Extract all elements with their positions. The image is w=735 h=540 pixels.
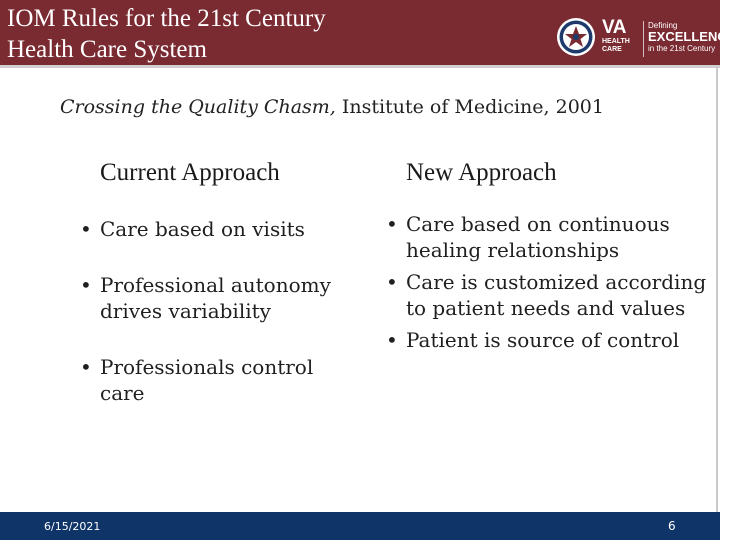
va-text: VA [602, 17, 626, 38]
current-item-2: • Professional autonomy drives variability [72, 272, 362, 324]
header-divider [0, 65, 720, 68]
current-item-3: • Professionals control care [72, 354, 362, 406]
va-seal-icon [556, 17, 596, 57]
new-approach-heading: New Approach [406, 159, 557, 186]
va-tagline [648, 21, 735, 53]
header-bar [0, 0, 735, 65]
va-care-text: CARE [602, 46, 622, 53]
tagline-century: in the 21st Century [648, 44, 716, 53]
va-health-care-text [602, 38, 630, 54]
slide-title [7, 3, 326, 65]
va-logo [556, 17, 735, 61]
current-approach-heading: Current Approach [100, 159, 280, 186]
new-approach-list [378, 211, 720, 359]
footer-bar [0, 512, 720, 540]
footer-date: 6/15/2021 [44, 520, 101, 533]
current-approach-list [72, 216, 362, 436]
logo-divider [643, 21, 644, 57]
right-border [716, 68, 718, 512]
subtitle-italic: Crossing the Quality Chasm, [60, 96, 336, 118]
title-line-1: IOM Rules for the 21st Century [7, 5, 326, 32]
new-item-2: • Care is customized according to patient needs and values [378, 269, 720, 321]
current-item-1: • Care based on visits [72, 216, 362, 242]
tagline-excellence: EXCELLENCE [648, 29, 735, 44]
subtitle-rest: Institute of Medicine, 2001 [335, 96, 604, 118]
new-item-3: • Patient is source of control [378, 327, 720, 353]
tagline-defining: Defining [648, 21, 678, 30]
slide-number: 6 [668, 519, 676, 533]
va-wordmark [602, 19, 642, 59]
va-health-text: HEALTH [602, 38, 630, 45]
new-item-1: • Care based on continuous healing relationships [378, 211, 720, 263]
slide-subtitle [60, 96, 604, 118]
title-line-2: Health Care System [7, 36, 207, 63]
